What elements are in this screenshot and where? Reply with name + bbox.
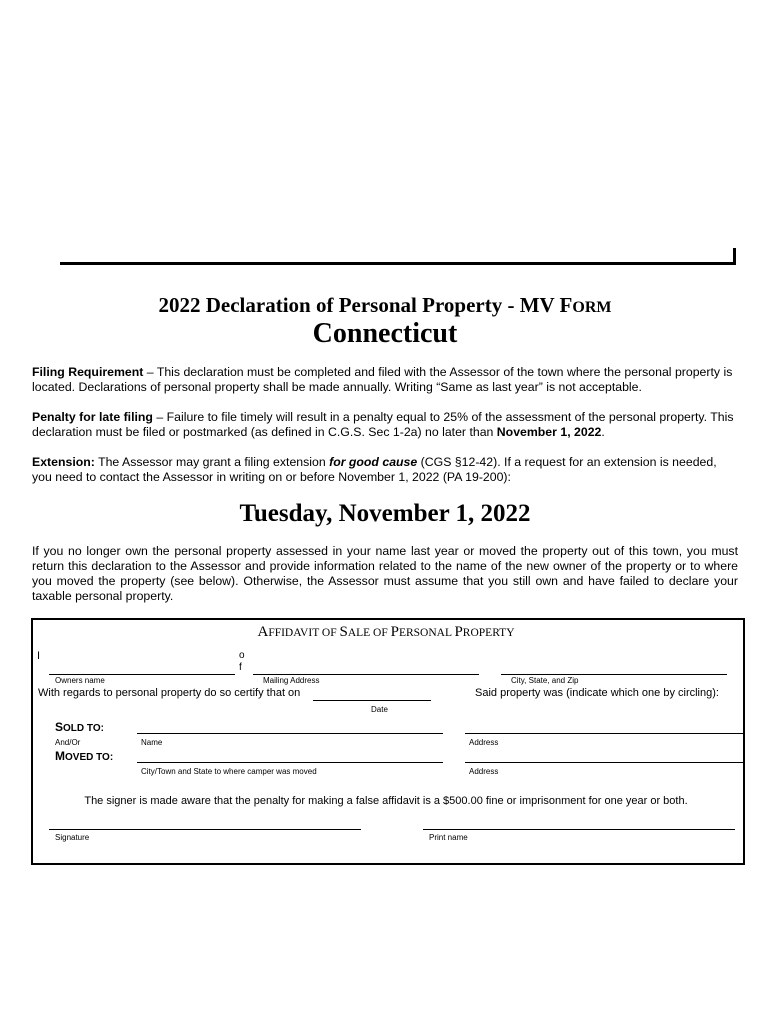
owners-name-line[interactable] [49,674,235,675]
name-label: Name [141,738,163,747]
print-name-label: Print name [429,833,468,842]
due-date-heading: Tuesday, November 1, 2022 [239,500,531,527]
extension-paragraph: Extension: The Assessor may grant a filing extension for good cause (CGS §12-42). If a request for an extension is needed, you need to contact the Assessor in writing on or before November 1, 2022 (PA 19-200): [32,455,717,484]
affidavit-title: AFFIDAVIT OF SALE OF PERSONAL PROPERTY [257,624,515,640]
city-state-zip-line[interactable] [501,674,727,675]
header-rule [60,262,734,265]
address-label-1: Address [469,738,499,747]
of-label-f: f [239,662,242,673]
of-label-o: o [239,650,245,661]
moved-to-city-line[interactable] [137,762,443,763]
notice-paragraph: If you no longer own the personal property assessed in your name last year or moved the property out of this town, you must return this declaration to the Assessor and provide information related to the name of the new owner of the property or to where you moved the property (see below). Otherwise, the Assessor must assume that you still own and have failed to declare your taxable personal property. [32,544,738,603]
address-label-2: Address [469,767,499,776]
form-title: 2022 Declaration of Personal Property - MV FORM [158,293,612,317]
owners-name-label: Owners name [55,676,105,685]
said-property-text: Said property was (indicate which one by circling): [475,687,719,699]
mailing-address-label: Mailing Address [263,676,320,685]
i-label: I [37,650,41,662]
sold-to-label: SOLD TO: [55,720,104,734]
sold-to-name-line[interactable] [137,733,443,734]
penalty-paragraph: Penalty for late filing – Failure to file timely will result in a penalty equal to 25% of the assessment of the personal property. This declaration must be filed or postmarked (as defined in C.G.S. Sec 1-2a) no later than November 1, 2022. [32,410,734,439]
date-label: Date [371,705,388,714]
date-line[interactable] [313,700,431,701]
and-or-label: And/Or [55,738,81,747]
state-heading: Connecticut [312,318,458,349]
city-town-label: City/Town and State to where camper was moved [141,767,317,776]
signature-line[interactable] [49,829,361,830]
print-name-line[interactable] [423,829,735,830]
moved-to-label: MOVED TO: [55,749,114,763]
signature-label: Signature [55,833,90,842]
false-affidavit-notice: The signer is made aware that the penalty for making a false affidavit is a $500.00 fine or imprisonment for one year or both. [84,795,688,807]
city-state-zip-label: City, State, and Zip [511,676,579,685]
header-rule-end [733,248,736,265]
sold-to-address-line[interactable] [465,733,743,734]
certify-text: With regards to personal property do so certify that on [38,687,301,699]
mailing-address-line[interactable] [253,674,479,675]
affidavit-box [31,618,745,865]
filing-requirement: Filing Requirement – This declaration must be completed and filed with the Assessor of the town where the personal property is located. Declarations of personal property shall be made annually. Writing “Same as last year” is not acceptable. [32,365,733,394]
moved-to-address-line[interactable] [465,762,743,763]
